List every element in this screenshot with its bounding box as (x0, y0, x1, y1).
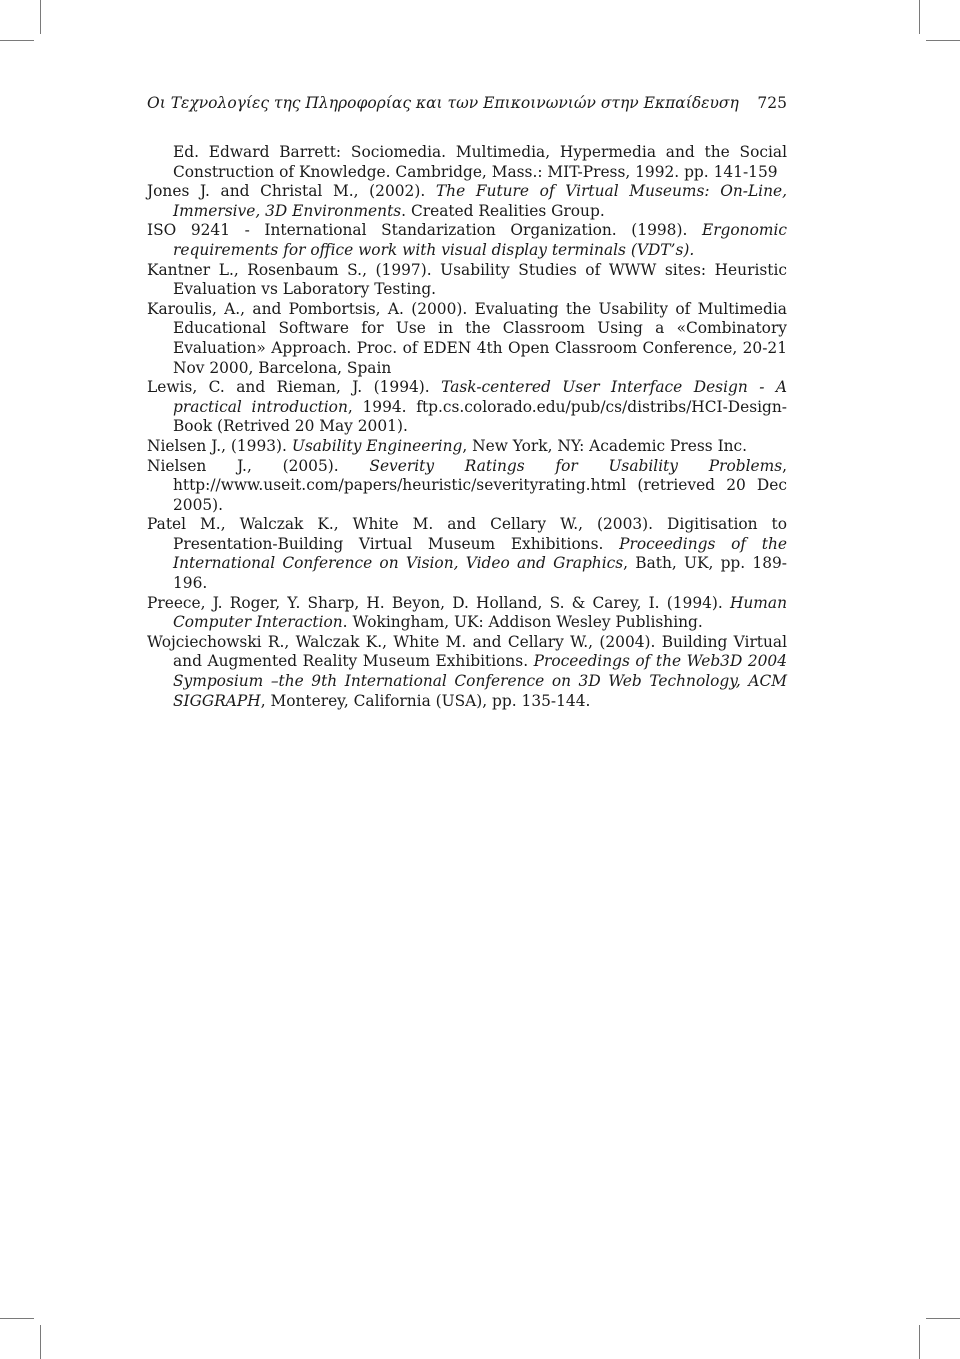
reference-title-italic: Human Computer Interaction (173, 593, 787, 632)
reference-text: , Bath, UK, pp. 189-196. (173, 554, 787, 593)
crop-mark-bottom-left (40, 1325, 41, 1359)
reference-text: Karoulis, A., and Pombortsis, A. (2000). Evaluating the Usability of Multimedia Educational Software for Use in the Classroom Using a «Combinatory Evaluation» Approach. Proc. of EDEN 4th Open Classroom Conference, 20-21 Nov 2000, Barcelona, Spain (147, 299, 787, 377)
reference-text: Patel M., Walczak K., White M. and Cellary W., (2003). Digitisation to Presentation-Building Virtual Museum Exhibitions. (147, 515, 787, 553)
reference-entry (147, 633, 787, 711)
reference-text: Ed. Edward Barrett: Sociomedia. Multimedia, Hypermedia and the Social Construction of Knowledge. Cambridge, Mass.: MIT-Press, 1992. pp. 141-159 (173, 143, 787, 181)
reference-title-italic: Task-centered User Interface Design - A practical introduction (173, 378, 787, 416)
reference-title-italic: The Future of Virtual Museums: On-Line, Immersive, 3D Environments (173, 182, 787, 220)
reference-entry (147, 261, 787, 300)
reference-entry (147, 221, 787, 260)
reference-title-italic: Proceedings of the International Conference on Vision, Video and Graphics (173, 534, 787, 573)
running-head (147, 94, 787, 112)
reference-text: Nielsen J., (2005). (147, 456, 370, 475)
reference-entry (147, 594, 787, 633)
running-head-title: Οι Τεχνολογίες της Πληροφορίας και των Επικοινωνιών στην Εκπαίδευση (147, 94, 739, 112)
reference-text: , 1994. ftp.cs.colorado.edu/pub/cs/distribs/HCI-Design-Book (Retrived 20 May 2001). (173, 397, 787, 436)
reference-entry (147, 515, 787, 593)
reference-list (147, 143, 787, 711)
crop-mark-bottom-left-h (0, 1318, 34, 1319)
crop-mark-top-left-h (0, 40, 34, 41)
page-number: 725 (757, 94, 787, 112)
crop-mark-top-left (40, 0, 41, 34)
reference-text: ISO 9241 - International Standarization Organization. (1998). (147, 221, 702, 240)
reference-text: . Wokingham, UK: Addison Wesley Publishing. (342, 613, 703, 632)
crop-mark-top-right (919, 0, 920, 34)
reference-title-italic: Severity Ratings for Usability Problems (369, 456, 783, 475)
reference-text: , Monterey, California (USA), pp. 135-144. (260, 691, 591, 710)
reference-text: Preece, J. Roger, Y. Sharp, H. Beyon, D. Holland, S. & Carey, I. (1994). (147, 593, 730, 612)
reference-entry (147, 437, 787, 457)
reference-text: , New York, NY: Academic Press Inc. (462, 436, 748, 455)
reference-text: Jones J. and Christal M., (2002). (147, 182, 436, 201)
reference-entry (147, 457, 787, 516)
reference-title-italic: Ergonomic requirements for office work with visual display terminals (VDT’s). (173, 221, 787, 259)
reference-entry (147, 300, 787, 378)
reference-title-italic: Proceedings of the Web3D 2004 Symposium –the 9th International Conference on 3D Web Technology, ACM SIGGRAPH (173, 652, 787, 710)
reference-text: Nielsen J., (1993). (147, 436, 292, 455)
crop-mark-top-right-h (926, 40, 960, 41)
reference-entry (147, 378, 787, 437)
reference-entry (147, 182, 787, 221)
reference-text: Wojciechowski R., Walczak K., White M. and Cellary W., (2004). Building Virtual and Augmented Reality Museum Exhibitions. (147, 632, 787, 671)
reference-text: , http://www.useit.com/papers/heuristic/severityrating.html (retrieved 20 Dec 2005). (173, 456, 788, 514)
reference-title-italic: Usability Engineering (291, 436, 463, 455)
reference-entry (147, 143, 787, 182)
crop-mark-bottom-right (919, 1325, 920, 1359)
crop-mark-bottom-right-h (926, 1318, 960, 1319)
reference-text: Lewis, C. and Rieman, J. (1994). (147, 378, 442, 397)
reference-text: Kantner L., Rosenbaum S., (1997). Usability Studies of WWW sites: Heuristic Evaluation vs Laboratory Testing. (147, 260, 787, 299)
reference-text: . Created Realities Group. (401, 201, 605, 220)
